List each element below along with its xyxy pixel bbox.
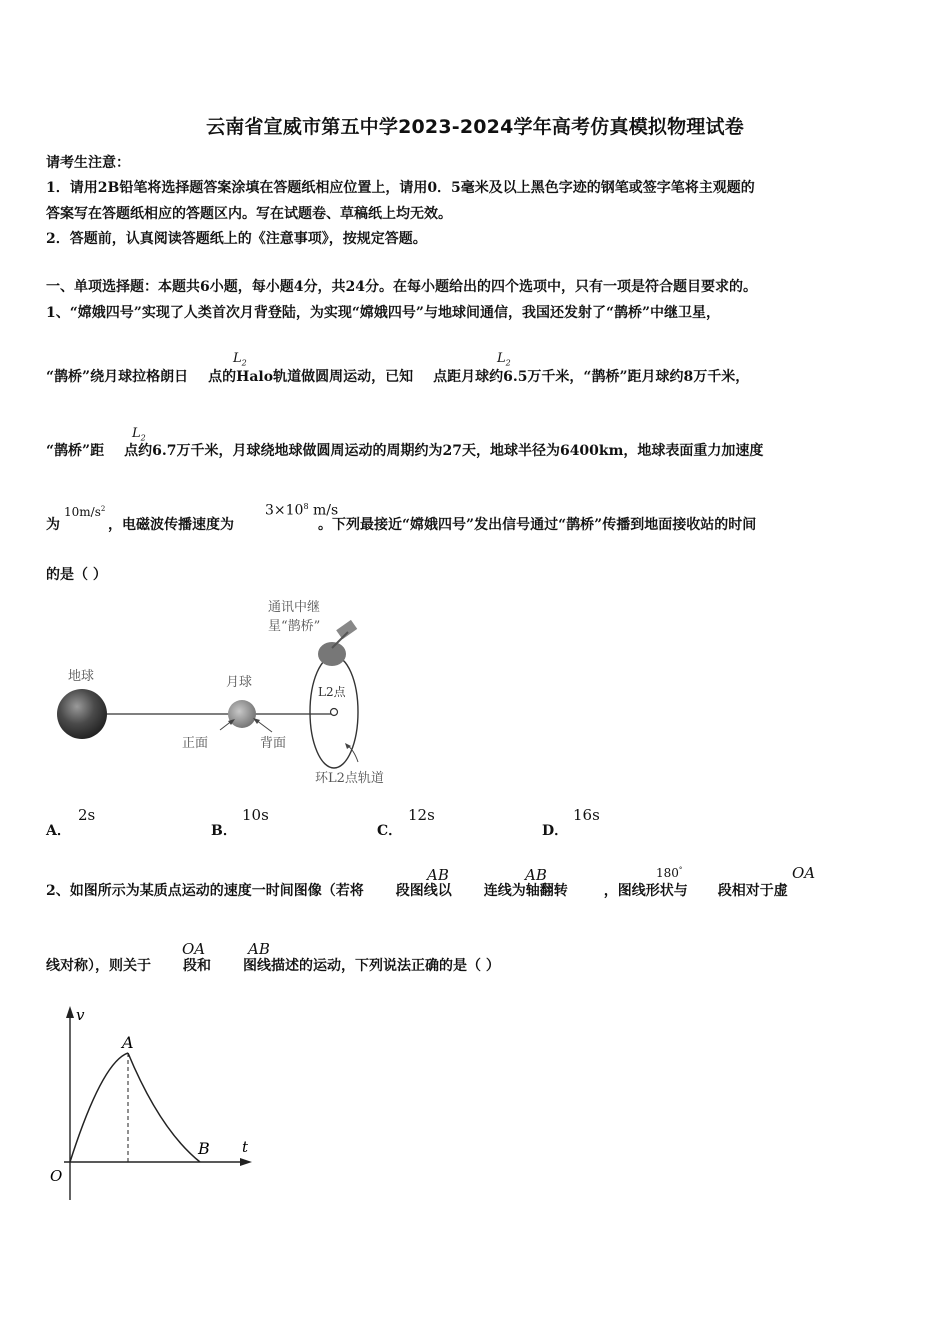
q2-line-2 bbox=[46, 955, 500, 975]
page-title: 云南省宣威市第五中学2023-2024学年高考仿真模拟物理试卷 bbox=[206, 116, 744, 138]
oa-symbol-1: OA bbox=[792, 864, 816, 882]
point-b-label: B bbox=[198, 1139, 210, 1158]
q1-figure bbox=[40, 592, 420, 792]
v-axis-label: v bbox=[76, 1006, 85, 1024]
l2-symbol-1: $L_2$ bbox=[233, 351, 247, 368]
q2-vt-graph bbox=[40, 1000, 270, 1210]
option-c-value: 12s bbox=[408, 806, 435, 824]
q1-line-2 bbox=[46, 366, 749, 386]
t-axis-arrow bbox=[240, 1158, 252, 1166]
section-1-heading: 一、单项选择题：本题共6小题，每小题4分，共24分。在每小题给出的四个选项中，只有一项是符合题目要求的。 bbox=[46, 279, 757, 295]
q1-line-4 bbox=[46, 514, 756, 534]
gravity-value: $10m/s^2$ bbox=[64, 505, 106, 519]
option-c-letter: C． bbox=[377, 823, 403, 839]
t-axis-label: t bbox=[242, 1138, 249, 1156]
ab-symbol-2: AB bbox=[525, 866, 547, 884]
q1-line-2-part-c: 点距月球约6.5万千米，“鹊桥”距月球约8万千米， bbox=[433, 369, 750, 385]
q1-line-1: 1、“嫦娥四号”实现了人类首次月背登陆，为实现“嫦娥四号”与地球间通信，我国还发射了“鹊桥”中继卫星， bbox=[46, 305, 721, 321]
v-axis-arrow bbox=[66, 1006, 74, 1018]
notice-heading: 请考生注意： bbox=[46, 155, 130, 171]
option-a-letter: A． bbox=[46, 823, 71, 839]
q1-line-2-part-a: “鹊桥”绕月球拉格朗日 bbox=[46, 369, 189, 385]
option-a-value: 2s bbox=[78, 806, 96, 824]
back-label: 背面 bbox=[260, 736, 287, 751]
q2-line-2-part-c: 图线描述的运动，下列说法正确的是（ ） bbox=[243, 958, 500, 974]
q2-line-1-part-d: ，图线形状与 bbox=[603, 883, 688, 899]
orbit-label: 环L2点轨道 bbox=[315, 771, 384, 786]
moon-icon bbox=[228, 700, 256, 728]
q2-line-2-part-a: 线对称），则关于 bbox=[46, 958, 151, 974]
ab-symbol-3: AB bbox=[248, 940, 270, 958]
q1-line-4-part-b: ，电磁波传播速度为 bbox=[108, 517, 234, 533]
oa-symbol-2: OA bbox=[182, 940, 206, 958]
l2-point bbox=[331, 709, 338, 716]
option-b-value: 10s bbox=[242, 806, 269, 824]
notice-item-1-line-1: 1．请用2B铅笔将选择题答案涂填在答题纸相应位置上，请用0．5毫米及以上黑色字迹的钢笔或签字笔将主观题的 bbox=[46, 180, 755, 196]
q1-line-3-part-b: 点约6.7万千米，月球绕地球做圆周运动的周期约为27天，地球半径为6400km，地球表面重力加速度 bbox=[124, 443, 764, 459]
option-d-letter: D． bbox=[542, 823, 569, 839]
option-d-value: 16s bbox=[573, 806, 600, 824]
q1-line-4-part-c: 。下列最接近“嫦娥四号”发出信号通过“鹊桥”传播到地面接收站的时间 bbox=[318, 517, 757, 533]
notice-item-2: 2．答题前，认真阅读答题纸上的《注意事项》，按规定答题。 bbox=[46, 231, 427, 247]
earth-label: 地球 bbox=[68, 669, 95, 684]
option-b-letter: B． bbox=[211, 823, 237, 839]
curve-ab bbox=[128, 1053, 200, 1162]
q1-line-4-part-a: 为 bbox=[46, 517, 60, 533]
curve-oa bbox=[70, 1053, 128, 1162]
front-label: 正面 bbox=[182, 736, 209, 751]
l2-symbol-3: $L_2$ bbox=[132, 426, 146, 443]
angle-value: 180° bbox=[656, 866, 683, 880]
point-a-label: A bbox=[122, 1033, 134, 1052]
origin-label: O bbox=[50, 1167, 63, 1185]
ab-symbol-1: AB bbox=[427, 866, 449, 884]
l2-symbol-2: $L_2$ bbox=[497, 351, 511, 368]
relay-satellite-icon bbox=[318, 620, 357, 666]
q2-line-1-part-e: 段相对于虚 bbox=[717, 883, 788, 899]
moon-label: 月球 bbox=[226, 675, 253, 690]
q2-line-2-part-b: 段和 bbox=[183, 958, 211, 974]
q2-line-1-part-a: 2、如图所示为某质点运动的速度一时间图像（若将 bbox=[46, 883, 364, 899]
q2-line-1-part-c: 连线为轴翻转 bbox=[483, 883, 568, 899]
q2-line-1-part-b: 段图线以 bbox=[395, 883, 452, 899]
q1-line-2-part-b: 点的Halo轨道做圆周运动，已知 bbox=[208, 369, 414, 385]
earth-icon bbox=[57, 689, 107, 739]
l2-label: L2点 bbox=[318, 685, 346, 699]
relay-label-1: 通讯中继 bbox=[268, 600, 321, 615]
q1-line-5: 的是（ ） bbox=[46, 567, 107, 583]
q1-line-3-part-a: “鹊桥”距 bbox=[46, 443, 105, 459]
relay-label-2: 星“鹊桥” bbox=[268, 619, 321, 634]
q2-line-1 bbox=[46, 880, 788, 900]
q1-line-3 bbox=[46, 440, 763, 460]
light-speed-value: $3\times 10^8$ m/s bbox=[265, 502, 339, 519]
notice-item-1-line-2: 答案写在答题纸相应的答题区内。写在试题卷、草稿纸上均无效。 bbox=[46, 206, 452, 222]
